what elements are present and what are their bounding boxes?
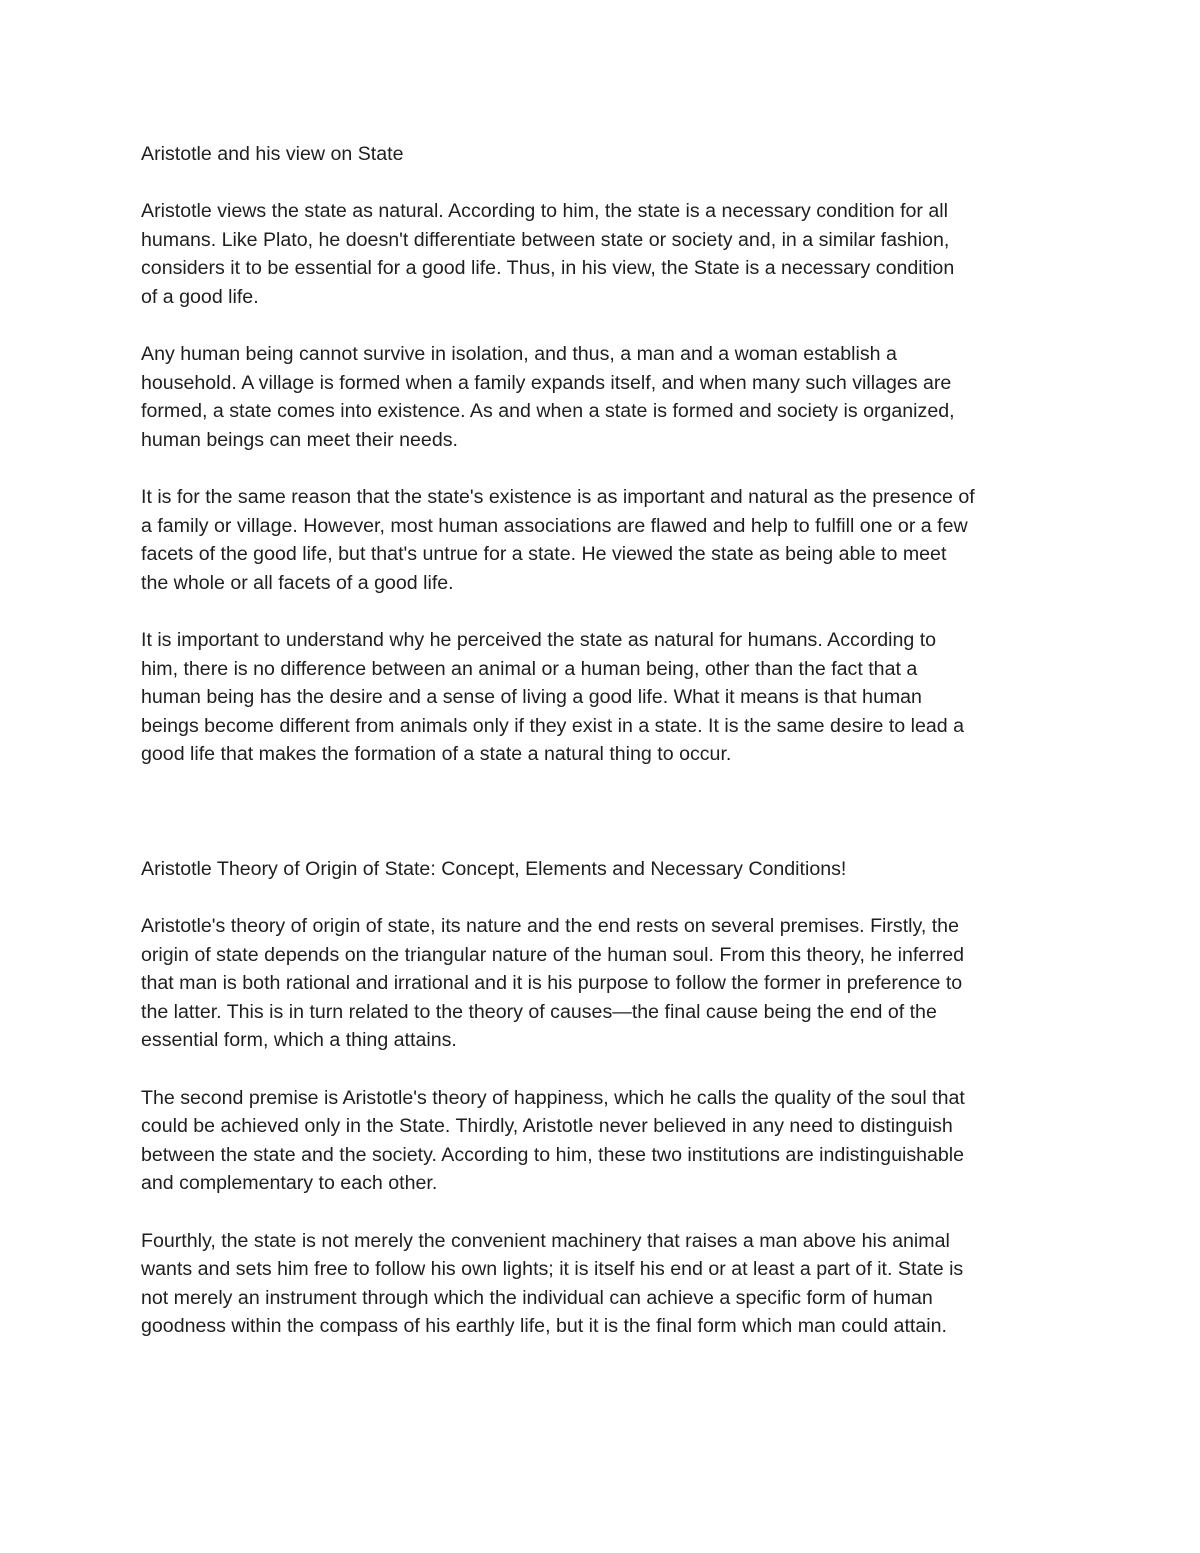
section-spacer	[141, 798, 1071, 855]
section-1-paragraph-2: Any human being cannot survive in isolation, and thus, a man and a woman establish a household. A village is formed when a family expands itself, and when many such villages are formed, a state comes into existence. As and when a state is formed and society is organized, human beings can meet their needs.	[141, 343, 955, 451]
section-2-title: Aristotle Theory of Origin of State: Concept, Elements and Necessary Conditions!	[141, 857, 847, 880]
section-2-paragraph-3: Fourthly, the state is not merely the convenient machinery that raises a man above his animal wants and sets him free to follow his own lights; it is itself his end or at least a part of it. State is not merely an instrument through which the individual can achieve a specific form of human goodness within the compass of his earthly life, but it is the final form which man could attain.	[141, 1229, 964, 1338]
section-1-title: Aristotle and his view on State	[141, 143, 404, 165]
section-1-paragraph-3: It is for the same reason that the state's existence is as important and natural as the presence of a family or village. However, most human associations are flawed and help to fulfill one or a few facets of the good life, but that's untrue for a state. He viewed the state as being able to meet the whole or all facets of a good life.	[141, 486, 975, 594]
section-2-paragraph-2: The second premise is Aristotle's theory of happiness, which he calls the quality of the soul that could be achieved only in the State. Thirdly, Aristotle never believed in any need to distinguish between the state and the society. According to him, these two institutions are indistinguishable and complementary to each other.	[141, 1086, 965, 1195]
section-2-paragraph-1: Aristotle's theory of origin of state, its nature and the end rests on several premises. Firstly, the origin of state depends on the triangular nature of the human soul. From this theory, he inferred that man is both rational and irrational and it is his purpose to follow the former in preference to the latter. This is in turn related to the theory of causes—the final cause being the end of the essential form, which a thing attains.	[141, 915, 965, 1052]
section-1-paragraph-1: Aristotle views the state as natural. According to him, the state is a necessary condition for all humans. Like Plato, he doesn't differentiate between state or society and, in a similar fashion, considers it to be essential for a good life. Thus, in his view, the State is a necessary condition of a good life.	[141, 200, 955, 308]
section-1-paragraph-4: It is important to understand why he perceived the state as natural for humans. According to him, there is no difference between an animal or a human being, other than the fact that a human being has the desire and a sense of living a good life. What it means is that human beings become different from animals only if they exist in a state. It is the same desire to lead a good life that makes the formation of a state a natural thing to occur.	[141, 629, 964, 766]
document-page	[141, 140, 1071, 1370]
